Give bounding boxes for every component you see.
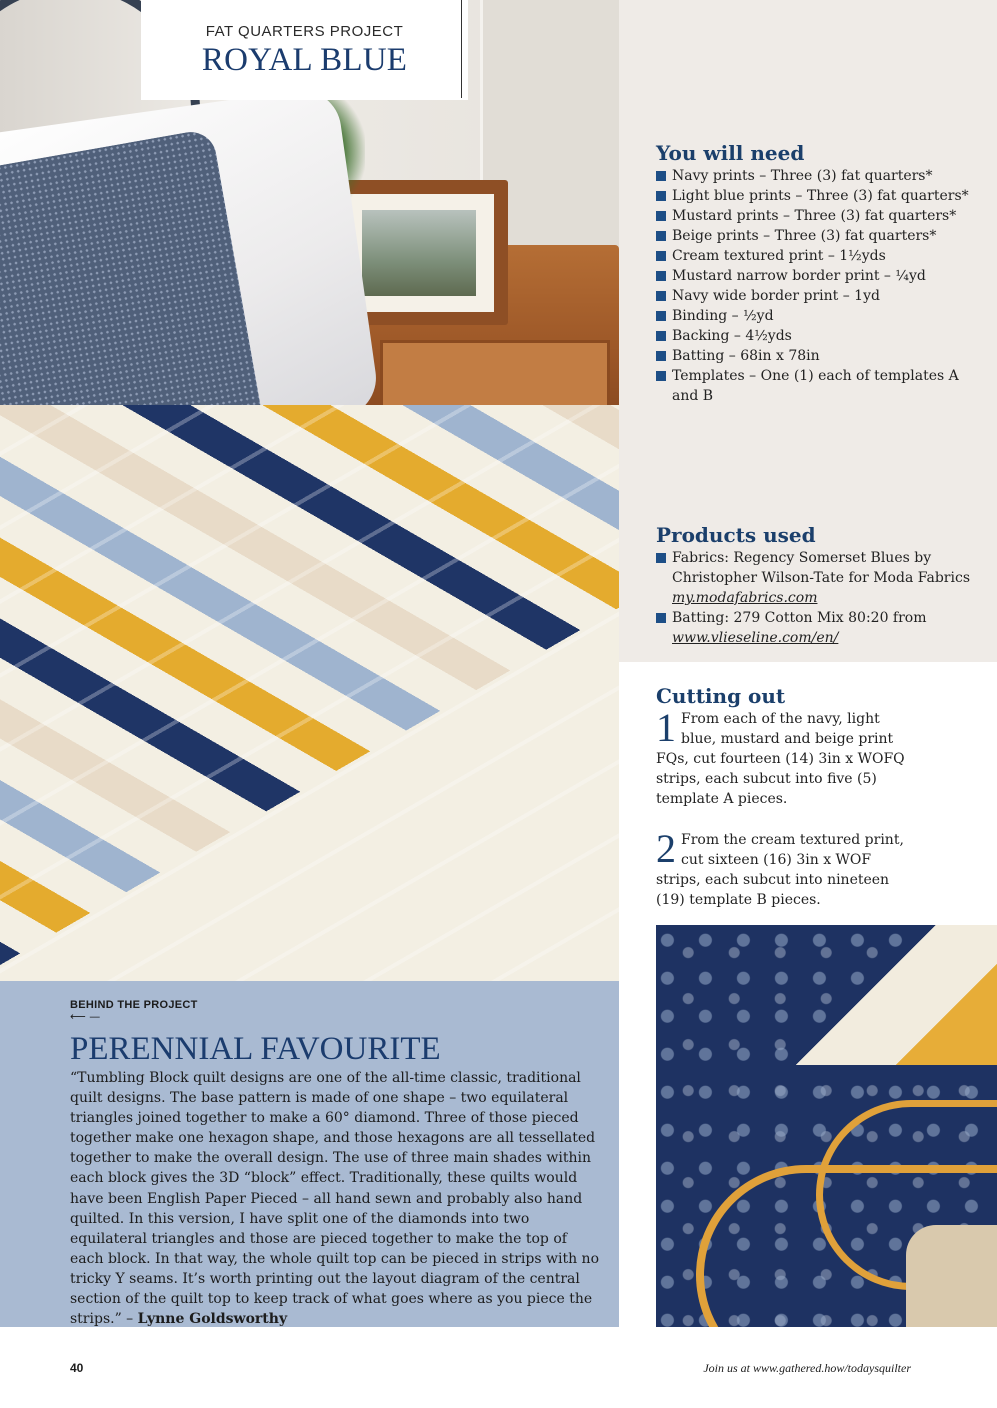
cutting-step-1 [656,705,916,809]
behind-the-project-box [0,981,619,1327]
behind-author: Lynne Goldsworthy [137,1311,288,1328]
behind-title: PERENNIAL FAVOURITE [70,1031,441,1067]
behind-quote: “Tumbling Block quilt designs are one of the all-time classic, traditional quilt designs. The base pattern is made of one shape – two equilateral triangles joined together to make a 60° diamond. Three of those pieced together make one hexagon shape, and those hexagons are all tessellated together to make the overall design. The use of three main shades within each block gives the 3D “block” effect. Traditionally, these quilts would have been English Paper Pieced – all hand sewn and probably also hand quilted. In this version, I have split one of the diamonds into two equilateral triangles and those are pieced together to make the top of each block. In that way, the whole quilt top can be pieced in strips with no tricky Y seams. It’s worth printing out the layout diagram of the central section of the quilt top to keep track of what goes where as you piece the strips.” [70,1070,600,1328]
step-text: From each of the navy, light blue, mustard and beige print FQs, cut fourteen (14) 3in x WOFQ strips, each subcut into five (5) template A pieces. [656,711,905,807]
detail-photo-backing [906,1225,997,1327]
list-item: Batting – 68in x 78in [656,346,986,366]
materials-panel [619,0,997,662]
behind-body [70,1068,600,1329]
list-item: Binding – ½yd [656,306,986,326]
list-item: Navy prints – Three (3) fat quarters* [656,166,986,186]
footer-website-text: Join us at www.gathered.how/todaysquilter [703,1361,911,1375]
list-item: Navy wide border print – 1yd [656,286,986,306]
cutting-step-2 [656,826,916,910]
step-number: 1 [656,705,676,750]
products-used-heading: Products used [656,523,816,547]
list-item [656,608,986,648]
product-text: Batting: 279 Cotton Mix 80:20 from [672,610,927,626]
product-text: Fabrics: Regency Somerset Blues by Christopher Wilson-Tate for Moda Fabrics [672,550,971,586]
list-item: Backing – 4½yds [656,326,986,346]
hero-photo-quilt-bed [0,0,619,981]
moda-fabrics-link[interactable]: my.modafabrics.com [672,590,818,606]
project-kicker: FAT QUARTERS PROJECT [205,23,404,40]
arrow-left-icon: ⟵ — [70,1010,101,1023]
behind-kicker: BEHIND THE PROJECT [70,999,198,1011]
list-item: Beige prints – Three (3) fat quarters* [656,226,986,246]
list-item: Mustard prints – Three (3) fat quarters* [656,206,986,226]
title-card-rule [461,0,462,98]
products-used-list [656,548,986,648]
project-title: ROYAL BLUE [201,42,408,78]
list-item: Templates – One (1) each of templates A and B [656,366,986,406]
cutting-out-heading: Cutting out [656,684,786,708]
title-card [141,0,468,100]
you-will-need-list [656,166,986,406]
page-number: 40 [70,1361,84,1375]
list-item: Mustard narrow border print – ¼yd [656,266,986,286]
step-number: 2 [656,826,676,871]
list-item: Cream textured print – 1½yds [656,246,986,266]
detail-photo-patches [756,925,997,1065]
list-item [656,548,986,608]
vlieseline-link[interactable]: www.vlieseline.com/en/ [672,630,839,646]
quilt-detail-photo [656,925,997,1327]
step-text: From the cream textured print, cut sixteen (16) 3in x WOF strips, each subcut into nineteen (19) template B pieces. [656,832,904,908]
author-separator: – [121,1311,138,1328]
photo-quilt-stitching [0,405,619,981]
you-will-need-heading: You will need [656,141,805,165]
photo-painting [362,210,476,296]
list-item: Light blue prints – Three (3) fat quarters* [656,186,986,206]
